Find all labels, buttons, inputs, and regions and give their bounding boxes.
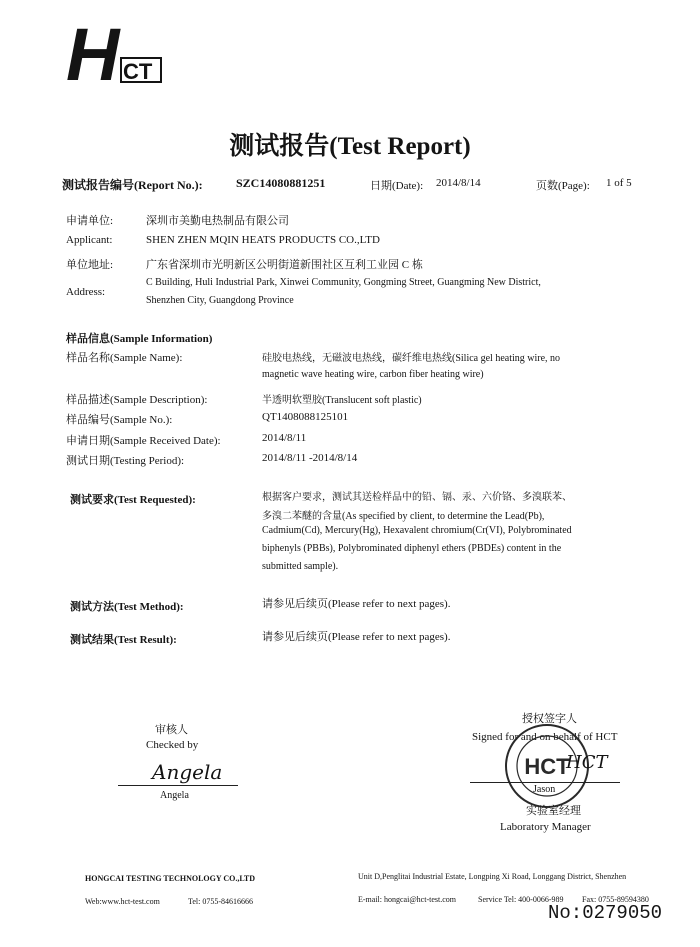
page-value: 1 of 5 [606, 177, 632, 189]
test-result-value: 请参见后续页(Please refer to next pages). [262, 631, 451, 643]
test-result-label: 测试结果(Test Result): [70, 634, 177, 646]
applicant-cn-value: 深圳市美勤电热制品有限公司 [146, 215, 289, 227]
checker-name: Angela [160, 790, 189, 801]
footer-web: Web:www.hct-test.com [85, 897, 160, 906]
applicant-en-value: SHEN ZHEN MQIN HEATS PRODUCTS CO.,LTD [146, 234, 380, 246]
checker-en-label: Checked by [146, 739, 199, 751]
signer-signature: HCT [566, 752, 608, 773]
signer-signature-line [470, 782, 620, 783]
date-value: 2014/8/14 [436, 177, 481, 189]
test-method-value: 请参见后续页(Please refer to next pages). [262, 598, 451, 610]
sample-name-line2: magnetic wave heating wire, carbon fiber heating wire) [262, 369, 484, 380]
checker-cn-label: 审核人 [155, 724, 188, 736]
signer-en-label: Signed for and on behalf of HCT [472, 731, 618, 743]
footer-company: HONGCAI TESTING TECHNOLOGY CO.,LTD [85, 874, 256, 883]
signer-cn-label: 授权签字人 [522, 713, 577, 725]
sample-section-label: 样品信息(Sample Information) [66, 333, 213, 345]
sample-desc-label: 样品描述(Sample Description): [66, 394, 208, 406]
address-en-line2: Shenzhen City, Guangdong Province [146, 295, 294, 306]
signer-title-cn: 实验室经理 [526, 805, 581, 817]
applicant-en-label: Applicant: [66, 234, 113, 246]
report-no-value: SZC14080881251 [236, 176, 326, 190]
footer-tel: Tel: 0755-84616666 [188, 897, 253, 906]
footer-address: Unit D,Penglitai Industrial Estate, Longping Xi Road, Longgang District, Shenzhen [358, 872, 627, 881]
signer-name: Jason [533, 784, 556, 795]
hct-logo [66, 18, 166, 88]
sample-name-label: 样品名称(Sample Name): [66, 352, 183, 364]
address-cn-label: 单位地址: [66, 259, 114, 271]
sample-desc-value: 半透明软塑胶(Translucent soft plastic) [262, 395, 422, 406]
sample-received-value: 2014/8/11 [262, 432, 307, 444]
footer-service-tel: Service Tel: 400-0066-989 [478, 895, 564, 904]
date-label: 日期(Date): [370, 180, 424, 192]
signer-title-en: Laboratory Manager [500, 821, 591, 833]
footer-email: E-mail: hongcai@hct-test.com [358, 895, 457, 904]
address-en-label: Address: [66, 286, 106, 298]
test-requested-line2: 多溴二苯醚的含量(As specified by client, to determine the Lead(Pb), [262, 511, 545, 522]
test-requested-line4: biphenyls (PBBs), Polybrominated diphenyl ethers (PBDEs) content in the [262, 543, 562, 554]
seal-text: HCT [524, 754, 570, 779]
logo-letters: CT [123, 59, 153, 84]
serial-number: No:0279050 [548, 902, 663, 924]
sample-received-label: 申请日期(Sample Received Date): [66, 435, 221, 447]
test-method-label: 测试方法(Test Method): [70, 601, 184, 613]
checker-signature: Angela [152, 760, 223, 784]
logo-mark: H [66, 18, 120, 88]
testing-period-value: 2014/8/11 -2014/8/14 [262, 452, 358, 464]
report-no-label: 测试报告编号(Report No.): [62, 178, 203, 192]
testing-period-label: 测试日期(Testing Period): [66, 455, 185, 467]
checker-signature-line [118, 785, 238, 786]
test-requested-label: 测试要求(Test Requested): [70, 494, 196, 506]
sample-name-line1: 硅胶电热线，无磁波电热线，碳纤维电热线(Silica gel heating wire, no [262, 353, 561, 364]
sample-no-value: QT1408088125101 [262, 411, 349, 423]
page-title: 测试报告(Test Report) [229, 133, 471, 160]
applicant-cn-label: 申请单位: [66, 215, 114, 227]
footer-fax: Fax: 0755-89594380 [582, 895, 649, 904]
test-requested-line1: 根据客户要求，测试其送检样品中的铅、镉、汞、六价铬、多溴联苯、 [262, 492, 572, 503]
address-cn-value: 广东省深圳市光明新区公明街道新围社区互利工业园 C 栋 [146, 259, 423, 271]
test-requested-line5: submitted sample). [262, 561, 339, 572]
sample-no-label: 样品编号(Sample No.): [66, 414, 173, 426]
test-requested-line3: Cadmium(Cd), Mercury(Hg), Hexavalent chromium(Cr(VI), Polybrominated [262, 525, 572, 536]
page-label: 页数(Page): [536, 180, 590, 192]
address-en-line1: C Building, Huli Industrial Park, Xinwei Community, Gongming Street, Guangming New District, [146, 277, 541, 288]
